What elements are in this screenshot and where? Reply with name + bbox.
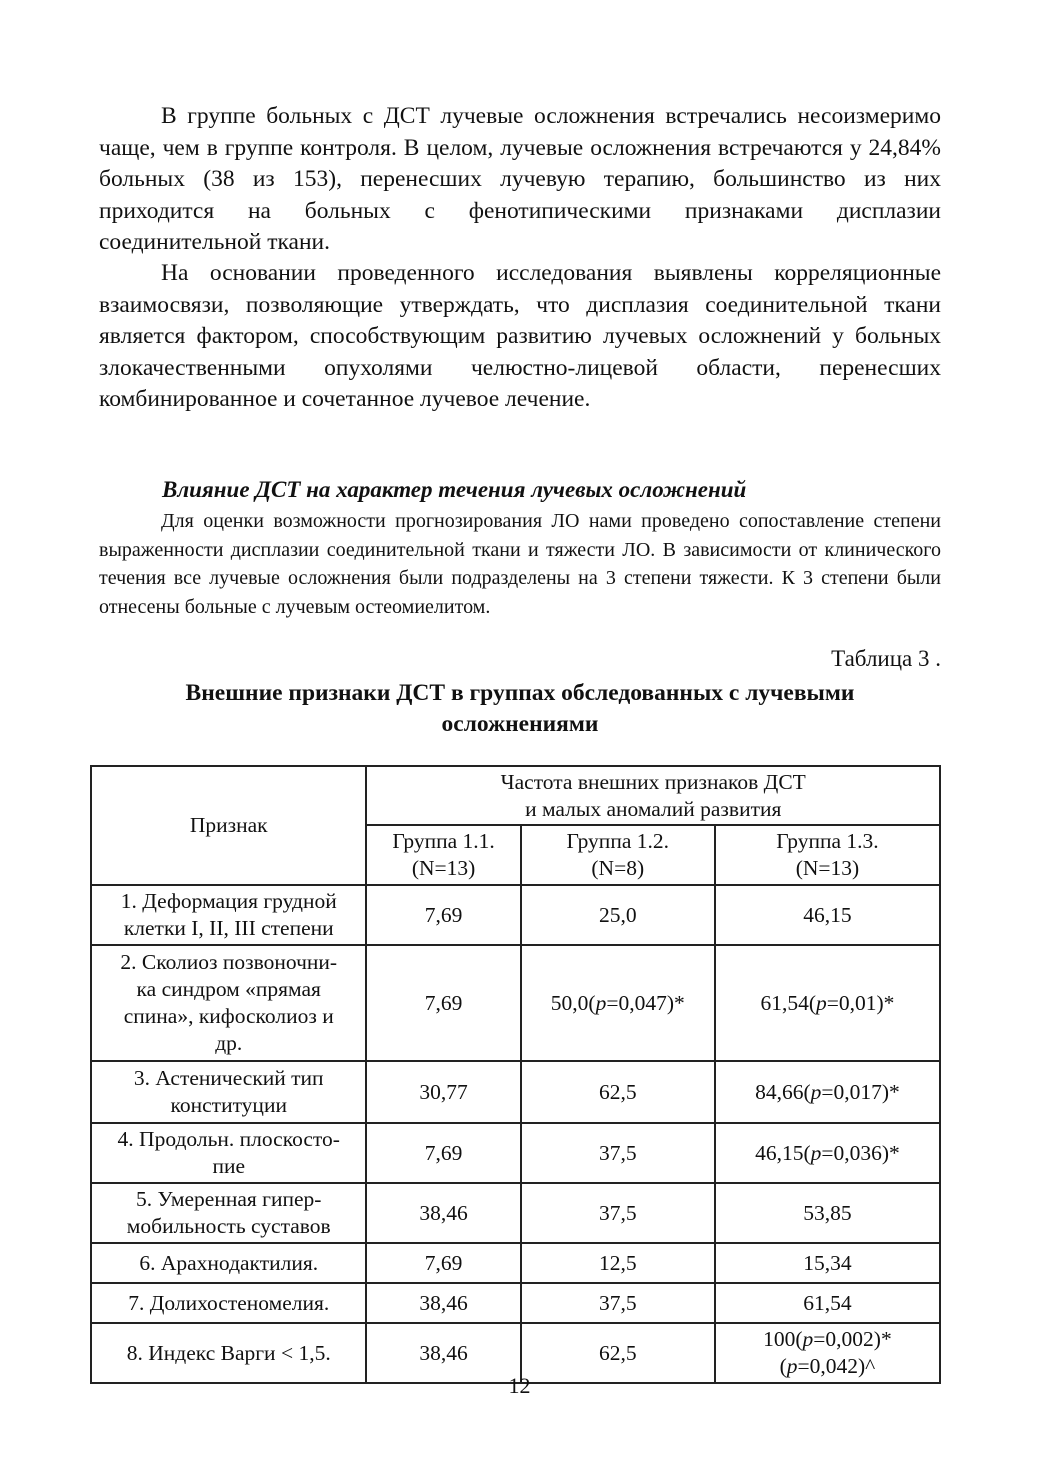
table-row [91, 1243, 940, 1283]
row-value-g1: 30,77 [366, 1061, 520, 1123]
section-paragraph [99, 507, 941, 621]
data-table [90, 765, 941, 1384]
row-value-g1: 38,46 [366, 1323, 520, 1383]
table-row [91, 945, 940, 1061]
header-frequency-line-1: Частота внешних признаков ДСТ [500, 769, 806, 794]
row-value-g3: 15,34 [715, 1243, 940, 1283]
row-value-g3: 61,54(p=0,01)* [715, 945, 940, 1061]
table-label: Таблица 3 . [831, 646, 941, 671]
row-value-g2: 62,5 [521, 1323, 715, 1383]
table-row [91, 1283, 940, 1323]
row-feature: 4. Продольн. плоскосто- пие [91, 1123, 366, 1183]
row-value-g2: 12,5 [521, 1243, 715, 1283]
section-paragraph-text: Для оценки возможности прогнозирования ЛО нами проведено сопоставление степени выраженности дисплазии соединительной ткани и тяжести ЛО. В зависимости от клинического течения все лучевые осложнения были подразделены на 3 степени тяжести. К 3 степени были отнесены больные с лучевым остеомиелитом. [99, 510, 941, 618]
row-value-g3: 53,85 [715, 1183, 940, 1243]
row-feature: 6. Арахнодактилия. [91, 1243, 366, 1283]
table-row [91, 1061, 940, 1123]
paragraph-2 [99, 258, 941, 416]
paragraph-1 [99, 101, 941, 259]
header-group-3: Группа 1.3. (N=13) [715, 825, 940, 885]
row-value-g2: 37,5 [521, 1283, 715, 1323]
row-value-g3: 84,66(p=0,017)* [715, 1061, 940, 1123]
paragraph-2-text: На основании проведенного исследования выявлены корреляционные взаимосвязи, позволяющие утверждать, что дисплазия соединительной ткани является фактором, способствующим развитию лучевых осложнений у больных злокачественными опухолями челюстно-лицевой области, перенесших комбинированное и сочетанное лучевое лечение. [99, 260, 941, 412]
header-feature: Признак [91, 766, 366, 885]
table-title-line-2: осложнениями [441, 711, 599, 737]
header-frequency [366, 766, 940, 825]
row-value-g1: 38,46 [366, 1183, 520, 1243]
row-feature: 1. Деформация грудной клетки I, II, III степени [91, 885, 366, 945]
table-row [91, 885, 940, 945]
row-value-g2: 37,5 [521, 1183, 715, 1243]
paragraph-1-text: В группе больных с ДСТ лучевые осложнения встречались несоизмеримо чаще, чем в группе контроля. В целом, лучевые осложнения встречаются у 24,84% больных (38 из 153), перенесших лучевую терапию, большинство из них приходится на больных с фенотипическими признаками дисплазии соединительной ткани. [99, 103, 941, 255]
table-header-row [91, 766, 940, 825]
row-value-g3: 61,54 [715, 1283, 940, 1323]
row-feature: 2. Сколиоз позвоночни- ка синдром «прямая спина», кифосколиоз и др. [91, 945, 366, 1061]
section-heading: Влияние ДСТ на характер течения лучевых осложнений [162, 477, 747, 502]
table-title-line-1: Внешние признаки ДСТ в группах обследованных с лучевыми [185, 680, 855, 706]
row-value-g2: 62,5 [521, 1061, 715, 1123]
table-title [90, 678, 950, 740]
row-feature: 3. Астенический тип конституции [91, 1061, 366, 1123]
row-value-g1: 7,69 [366, 1123, 520, 1183]
row-feature: 8. Индекс Варги < 1,5. [91, 1323, 366, 1383]
row-value-g3: 46,15(p=0,036)* [715, 1123, 940, 1183]
row-value-g1: 7,69 [366, 885, 520, 945]
page-number: 12 [508, 1373, 531, 1398]
row-value-g1: 38,46 [366, 1283, 520, 1323]
header-frequency-line-2: и малых аномалий развития [525, 796, 782, 821]
row-value-g2: 37,5 [521, 1123, 715, 1183]
table-row [91, 1183, 940, 1243]
header-group-1: Группа 1.1. (N=13) [366, 825, 520, 885]
row-value-g1: 7,69 [366, 945, 520, 1061]
header-group-2: Группа 1.2. (N=8) [521, 825, 715, 885]
table-row [91, 1123, 940, 1183]
row-feature: 5. Умеренная гипер- мобильность суставов [91, 1183, 366, 1243]
row-value-g2: 50,0(p=0,047)* [521, 945, 715, 1061]
row-value-g3: 46,15 [715, 885, 940, 945]
row-value-g3: 100(p=0,002)* (p=0,042)^ [715, 1323, 940, 1383]
row-value-g2: 25,0 [521, 885, 715, 945]
row-feature: 7. Долихостеномелия. [91, 1283, 366, 1323]
row-value-g1: 7,69 [366, 1243, 520, 1283]
